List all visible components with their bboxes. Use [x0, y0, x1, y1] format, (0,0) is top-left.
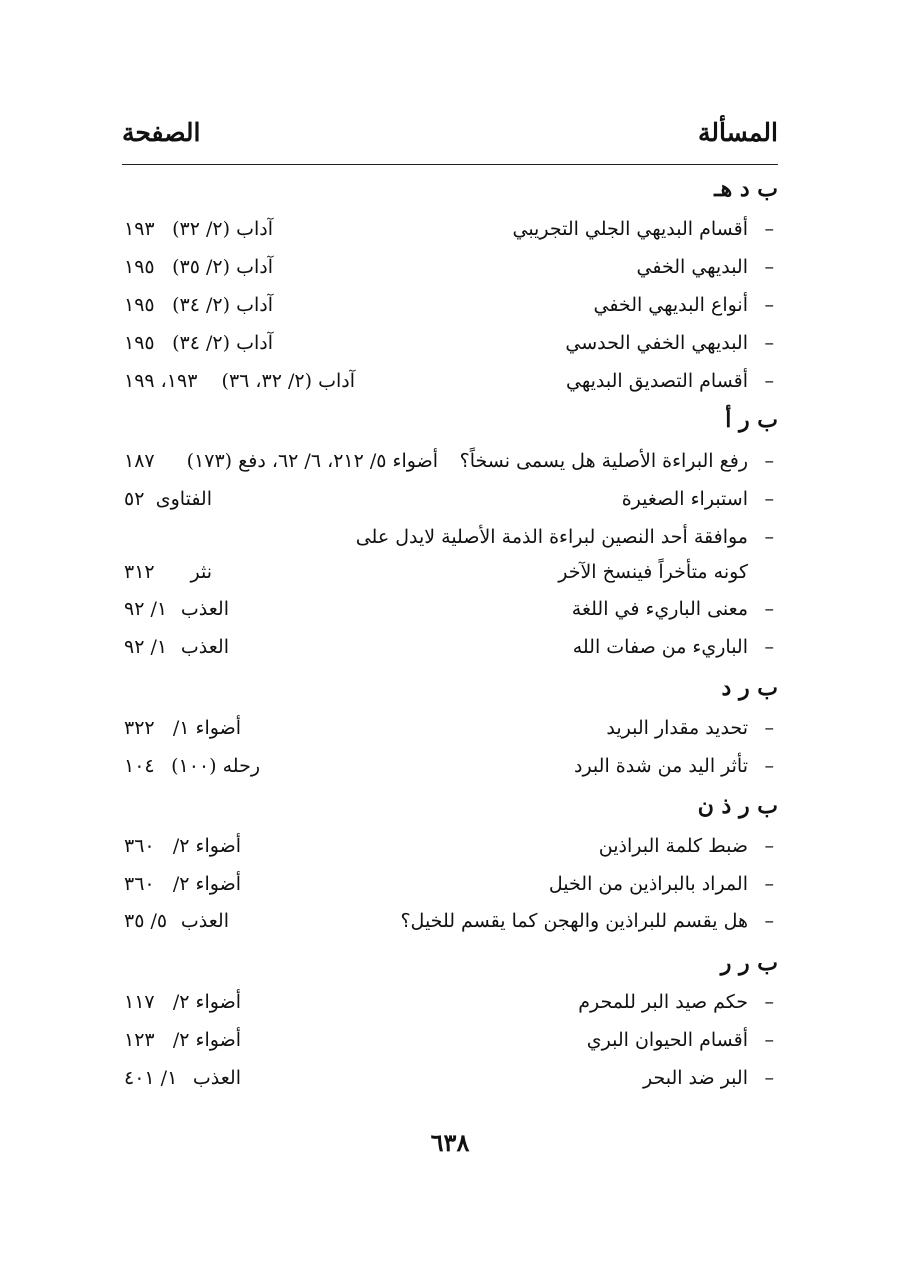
entry-bullet-dash: –: [764, 991, 774, 1013]
entry-text: معنى الباريء في اللغة: [571, 598, 748, 620]
page-number: ٦٣٨: [430, 1128, 470, 1157]
entry-page: ٣٢٢: [124, 717, 155, 739]
entry-page: ١١٧: [124, 991, 155, 1013]
index-entry: [0, 256, 900, 286]
entry-page: ١٩٥: [124, 256, 155, 278]
entry-text: البديهي الخفي: [636, 256, 748, 278]
entry-page: ١/ ٩٢: [124, 598, 168, 620]
header-divider: [122, 164, 778, 165]
entry-bullet-dash: –: [764, 256, 774, 278]
index-entry: [0, 526, 900, 556]
entry-page: ١٠٤: [124, 755, 155, 777]
entry-page: ١٩٥: [124, 294, 155, 316]
entry-text: البر ضد البحر: [642, 1067, 748, 1089]
entry-bullet-dash: –: [764, 370, 774, 392]
index-entry: [0, 370, 900, 400]
entry-bullet-dash: –: [764, 873, 774, 895]
index-entry: [0, 294, 900, 324]
index-entry: [0, 561, 900, 591]
entry-page: ١٢٣: [124, 1029, 155, 1051]
root-heading: ب ر أ: [725, 407, 778, 433]
entry-text: أقسام الحيوان البري: [586, 1029, 748, 1051]
entry-text: تأثر اليد من شدة البرد: [573, 755, 748, 777]
index-entry: [0, 991, 900, 1021]
entry-bullet-dash: –: [764, 488, 774, 510]
entry-bullet-dash: –: [764, 526, 774, 548]
entry-page: ٥/ ٣٥: [124, 910, 168, 932]
entry-source-ref: العذب: [192, 1067, 241, 1089]
entry-bullet-dash: –: [764, 450, 774, 472]
entry-source-ref: أضواء ٢/: [172, 873, 241, 895]
entry-source-ref: أضواء ٢/: [172, 835, 241, 857]
entry-source-ref: العذب: [180, 910, 229, 932]
entry-text: رفع البراءة الأصلية هل يسمى نسخاً؟: [459, 450, 748, 472]
entry-source-ref: آداب (٢/ ٣٢): [172, 218, 273, 240]
entry-text: هل يقسم للبراذين والهجن كما يقسم للخيل؟: [400, 910, 748, 932]
entry-text: حكم صيد البر للمحرم: [578, 991, 748, 1013]
page-column-header: الصفحة: [122, 118, 201, 147]
entry-source-ref: آداب (٢/ ٣٤): [172, 332, 273, 354]
entry-source-ref: العذب: [180, 636, 229, 658]
entry-page: ١٩٣، ١٩٩: [124, 370, 198, 392]
entry-bullet-dash: –: [764, 1029, 774, 1051]
entry-text: أقسام البديهي الجلي التجريبي: [512, 218, 748, 240]
entry-bullet-dash: –: [764, 755, 774, 777]
entry-bullet-dash: –: [764, 1067, 774, 1089]
entry-source-ref: آداب (٢/ ٣٥): [172, 256, 273, 278]
entry-source-ref: آداب (٢/ ٣٤): [172, 294, 273, 316]
index-entry: [0, 835, 900, 865]
entry-source-ref: العذب: [180, 598, 229, 620]
entry-source-ref: أضواء ٥/ ٢١٢، ٦/ ٦٢، دفع (١٧٣): [186, 450, 438, 472]
index-entry: [0, 488, 900, 518]
entry-bullet-dash: –: [764, 717, 774, 739]
entry-source-ref: أضواء ٢/: [172, 1029, 241, 1051]
entry-bullet-dash: –: [764, 835, 774, 857]
entry-source-ref: نثر: [190, 561, 212, 583]
entry-text: استبراء الصغيرة: [621, 488, 748, 510]
entry-page: ٥٢: [124, 488, 145, 510]
entry-page: ١/ ٩٢: [124, 636, 168, 658]
entry-page: ١٨٧: [124, 450, 155, 472]
entry-bullet-dash: –: [764, 218, 774, 240]
entry-text: موافقة أحد النصين لبراءة الذمة الأصلية لايدل على: [355, 526, 748, 548]
entry-source-ref: أضواء ٢/: [172, 991, 241, 1013]
entry-source-ref: الفتاوى: [155, 488, 212, 510]
entry-bullet-dash: –: [764, 598, 774, 620]
entry-page: ٣١٢: [124, 561, 155, 583]
entry-bullet-dash: –: [764, 636, 774, 658]
index-entry: [0, 332, 900, 362]
issue-column-header: المسألة: [698, 118, 778, 147]
entry-page: ٣٦٠: [124, 873, 155, 895]
entry-page: ١/ ٤٠١: [124, 1067, 178, 1089]
entry-text: المراد بالبراذين من الخيل: [548, 873, 748, 895]
root-heading: ب ر ذ ن: [697, 793, 778, 819]
entry-source-ref: رحله (١٠٠): [171, 755, 260, 777]
index-entry: [0, 218, 900, 248]
index-entry: [0, 1029, 900, 1059]
entry-text: أنواع البديهي الخفي: [593, 294, 748, 316]
entry-bullet-dash: –: [764, 294, 774, 316]
root-heading: ب ر د: [721, 675, 778, 701]
entry-source-ref: آداب (٢/ ٣٢، ٣٦): [221, 370, 355, 392]
entry-text: أقسام التصديق البديهي: [566, 370, 748, 392]
entry-page: ١٩٣: [124, 218, 155, 240]
entry-text: تحديد مقدار البريد: [606, 717, 748, 739]
entry-text: البديهي الخفي الحدسي: [565, 332, 748, 354]
entry-text: الباريء من صفات الله: [572, 636, 748, 658]
entry-bullet-dash: –: [764, 910, 774, 932]
index-entry: [0, 873, 900, 903]
index-entry: [0, 910, 900, 940]
entry-bullet-dash: –: [764, 332, 774, 354]
index-entry: [0, 636, 900, 666]
index-entry: [0, 598, 900, 628]
index-entry: [0, 1067, 900, 1097]
index-entry: [0, 755, 900, 785]
index-entry: [0, 717, 900, 747]
index-entry: [0, 450, 900, 480]
entry-text: ضبط كلمة البراذين: [598, 835, 748, 857]
entry-page: ٣٦٠: [124, 835, 155, 857]
entry-source-ref: أضواء ١/: [172, 717, 241, 739]
root-heading: ب ر ر: [720, 950, 778, 976]
root-heading: ب د هـ: [714, 176, 778, 202]
entry-text: كونه متأخراً فينسخ الآخر: [558, 561, 748, 583]
entry-page: ١٩٥: [124, 332, 155, 354]
